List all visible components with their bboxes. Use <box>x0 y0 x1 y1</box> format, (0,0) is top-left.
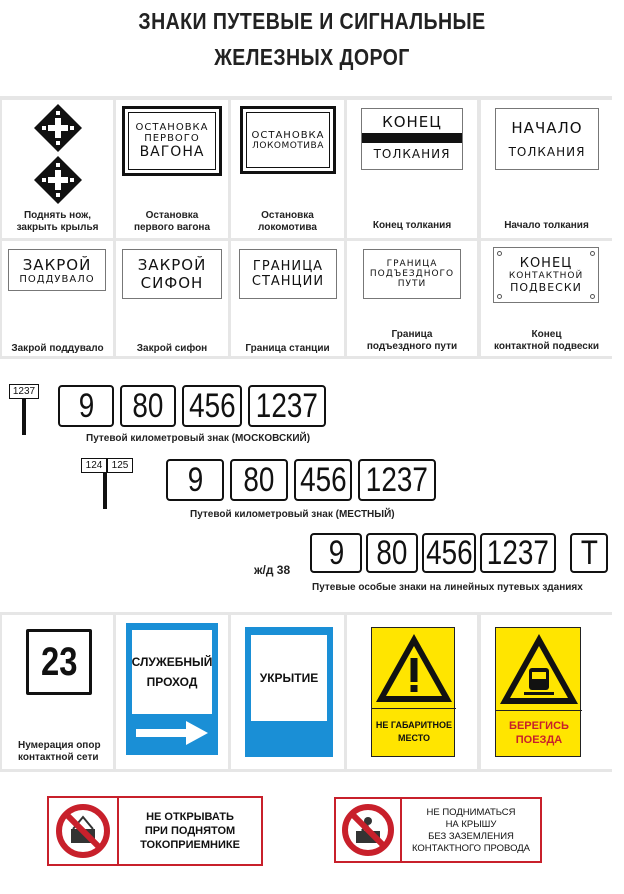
no-climb-l4: КОНТАКТНОГО ПРОВОДА <box>411 842 531 854</box>
knife-diamond-icon <box>2 100 113 220</box>
km-local-box-4: 1237 <box>358 459 436 501</box>
cell-station <box>231 241 344 356</box>
cell-loco <box>231 100 344 238</box>
no-open-l3: ТОКОПРИЕМНИКЕ <box>140 839 240 851</box>
cell-clearance <box>347 615 477 769</box>
train-warning-icon <box>496 628 582 710</box>
no-open-l2: ПРИ ПОДНЯТОМ <box>144 825 236 837</box>
push-start-sign-l1: НАЧАЛО <box>511 119 583 137</box>
loco-sign <box>240 106 336 174</box>
clearance-sign <box>371 627 455 757</box>
push-start-sign <box>495 108 599 170</box>
beware-train-sign <box>495 627 581 757</box>
catenary-dot-tr <box>590 251 595 256</box>
push-end-sign-l1: КОНЕЦ <box>382 113 442 131</box>
page-title-line1: ЗНАКИ ПУТЕВЫЕ И СИГНАЛЬНЫЕ <box>138 8 486 34</box>
push-start-sign-l2: ТОЛКАНИЯ <box>508 145 586 159</box>
special-box-3: 456 <box>422 533 476 573</box>
first-car-caption: Остановка первого вагона <box>133 210 211 233</box>
cell-service-pass <box>116 615 228 769</box>
station-sign-l1: ГРАНИЦА <box>252 259 324 274</box>
special-box-1: 9 <box>310 533 362 573</box>
siphon-sign-l1: ЗАКРОЙ <box>137 256 207 274</box>
cell-knife <box>2 100 113 238</box>
catenary-dot-tl <box>497 251 502 256</box>
first-car-sign-l3: ВАГОНА <box>139 144 205 160</box>
push-end-sign-l2: ТОЛКАНИЯ <box>373 147 451 161</box>
clearance-l1: НЕ ГАБАРИТНОЕ <box>375 720 453 730</box>
catenary-sign-l2: КОНТАКТНОЙ <box>508 271 584 281</box>
cell-catenary <box>481 241 612 356</box>
cell-beware-train <box>481 615 612 769</box>
km-local-caption: Путевой километровый знак (МЕСТНЫЙ) <box>190 509 395 520</box>
shelter-label: УКРЫТИЕ <box>259 671 319 685</box>
siphon-sign-l2: СИФОН <box>140 274 204 292</box>
cell-push-end <box>347 100 477 238</box>
pole-number-sign: 23 <box>26 629 92 695</box>
clearance-l2: МЕСТО <box>397 733 431 743</box>
blower-caption: Закрой поддувало <box>11 343 104 354</box>
service-pass-l1: СЛУЖЕБНЫЙ <box>131 655 213 669</box>
catenary-dot-br <box>590 294 595 299</box>
pole-caption: Нумерация опор контактной сети <box>18 740 101 763</box>
beware-train-l1: БЕРЕГИСЬ <box>509 719 569 732</box>
km-local-post <box>103 473 107 509</box>
push-end-bar <box>362 133 462 143</box>
catenary-sign-l3: ПОДВЕСКИ <box>510 281 582 294</box>
station-caption: Граница станции <box>245 343 330 354</box>
first-car-sign <box>122 106 222 176</box>
km-moscow-caption: Путевой километровый знак (МОСКОВСКИЙ) <box>86 433 311 444</box>
km-moscow-box-3: 456 <box>182 385 242 427</box>
no-open-l1: НЕ ОТКРЫВАТЬ <box>146 811 234 823</box>
blower-sign-l2: ПОДДУВАЛО <box>19 273 95 285</box>
siding-sign-l3: ПУТИ <box>397 279 427 289</box>
cell-blower <box>2 241 113 356</box>
prohibition-climb-icon <box>341 803 395 857</box>
km-local-box-1: 9 <box>166 459 224 501</box>
km-moscow-box-4: 1237 <box>248 385 326 427</box>
catenary-caption: Конец контактной подвески <box>494 329 599 352</box>
first-car-sign-l1: ОСТАНОВКА <box>135 122 209 133</box>
service-pass-sign <box>126 623 218 755</box>
special-prefix: ж/д 38 <box>254 563 291 577</box>
arrow-right-icon <box>132 719 212 747</box>
siding-sign-l2: ПОДЪЕЗДНОГО <box>369 269 455 279</box>
first-car-sign-l2: ПЕРВОГО <box>144 133 200 144</box>
no-climb-l2: НА КРЫШУ <box>445 818 497 830</box>
shelter-sign <box>245 627 333 757</box>
km-moscow-post-label: 1237 <box>9 384 39 399</box>
push-start-caption: Начало толкания <box>504 220 589 231</box>
special-box-4: 1237 <box>480 533 556 573</box>
no-climb-l3: БЕЗ ЗАЗЕМЛЕНИЯ <box>428 830 514 842</box>
catenary-sign <box>493 247 599 303</box>
push-end-caption: Конец толкания <box>372 220 452 231</box>
warning-triangle-icon <box>372 628 456 708</box>
cell-siding <box>347 241 477 356</box>
siphon-caption: Закрой сифон <box>136 343 208 354</box>
cell-siphon <box>116 241 228 356</box>
no-open-pantograph-sign <box>47 796 263 866</box>
siding-caption: Граница подъездного пути <box>366 329 458 352</box>
km-local-post-right: 125 <box>107 458 133 473</box>
km-moscow-box-1: 9 <box>58 385 114 427</box>
special-caption: Путевые особые знаки на линейных путевых зданиях <box>312 582 583 593</box>
km-moscow-box-2: 80 <box>120 385 176 427</box>
page-title-line2: ЖЕЛЕЗНЫХ ДОРОГ <box>214 44 410 70</box>
catenary-sign-l1: КОНЕЦ <box>519 256 573 271</box>
beware-train-l2: ПОЕЗДА <box>515 733 563 746</box>
siphon-sign <box>122 249 222 299</box>
cell-first-car <box>116 100 228 238</box>
blower-sign <box>8 249 106 291</box>
special-box-5: Т <box>570 533 608 573</box>
no-climb-l1: НЕ ПОДНИМАТЬСЯ <box>426 806 516 818</box>
siding-sign <box>363 249 461 299</box>
prohibition-pantograph-icon <box>55 803 111 859</box>
loco-caption: Остановка локомотива <box>258 210 317 233</box>
station-sign <box>239 249 337 299</box>
cell-shelter <box>231 615 344 769</box>
special-box-2: 80 <box>366 533 418 573</box>
blower-sign-l1: ЗАКРОЙ <box>22 255 92 274</box>
siding-sign-l1: ГРАНИЦА <box>386 259 438 269</box>
km-local-box-2: 80 <box>230 459 288 501</box>
cell-pole-number <box>2 615 113 769</box>
service-pass-l2: ПРОХОД <box>146 675 198 689</box>
km-moscow-post <box>22 399 26 435</box>
knife-caption: Поднять нож, закрыть крылья <box>16 210 99 233</box>
station-sign-l2: СТАНЦИИ <box>251 274 325 289</box>
loco-sign-l2: ЛОКОМОТИВА <box>252 140 324 151</box>
catenary-dot-bl <box>497 294 502 299</box>
no-climb-roof-sign <box>334 797 542 863</box>
loco-sign-l1: ОСТАНОВКА <box>251 129 325 141</box>
km-local-post-left: 124 <box>81 458 107 473</box>
push-end-sign <box>361 108 463 170</box>
cell-push-start <box>481 100 612 238</box>
km-local-box-3: 456 <box>294 459 352 501</box>
